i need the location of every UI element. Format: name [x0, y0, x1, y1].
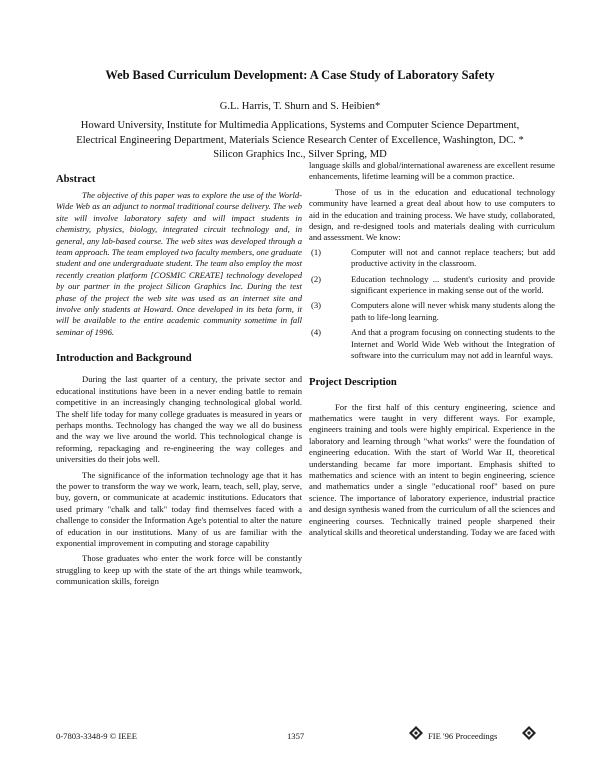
list-text: Computers alone will never whisk many students along the path to life-long learning. [351, 300, 555, 322]
affiliation [10, 119, 590, 163]
list-number: (1) [311, 246, 322, 257]
project-paragraph: For the first half of this century engineering, science and mathematics were taught in very different ways. For example, engineers training and tools were highly empirical. Experience in the laboratory and learning through "what works" were the foundation of engineering education. With the start of World War II, theoretical understanding became far more important. Emphasis shifted to mathematics and science with an intent to begin engineering, science and mathematics under a single "educational roof" based on pure science. The importance of laboratory experience, industrial practice and design synthesis waned from the curriculum of all the sciences and engineering courses. Technically trained people sharpened their analytical skills and theoretical understanding. Today we are faced with [309, 401, 555, 537]
list-text: Computer will not and cannot replace teachers; but add productive activity in the classroom. [351, 246, 555, 269]
list-item [309, 247, 555, 270]
paper-title: Web Based Curriculum Development: A Case Study of Laboratory Safety [105, 68, 495, 82]
body-paragraph: Those of us in the education and educational technology community have learned a great deal about how to use computers to aid in the education and training process. We have study, collaborated, design, and re-designed tools and materials dealing with curriculum and assessment. We know: [309, 186, 555, 243]
affiliation-line: Silicon Graphics Inc., Silver Spring, MD [213, 149, 387, 161]
list-text: And that a program focusing on connecting students to the Internet and World Wide Web without the Integration of software into the curriculum may not add in learnful ways. [351, 327, 555, 361]
intro-paragraph: The significance of the information technology age that it has the power to transform the way we work, learn, teach, sell, play, serve, buy, govern, or communicate at academic institutions. Educators that used primary "chalk and talk" today find themselves faced with a challenge to consider the Information Age's potential to alter the nature of education in our institutions. Many of us are familiar with the exponential improvement in computing and storage capability [56, 469, 302, 548]
list-item [309, 327, 555, 361]
conference-logo-icon [522, 726, 536, 742]
page-number: 1357 [287, 731, 305, 741]
list-text: Education technology ... student's curiosity and provide significant experience in making sense out of the world. [351, 273, 555, 296]
proceedings-label: FIE '96 Proceedings [428, 731, 498, 741]
paper-authors: G.L. Harris, T. Shurn and S. Heibien* [219, 101, 381, 112]
abstract-heading: Abstract [56, 174, 96, 185]
conference-logo-icon [409, 726, 423, 742]
continued-paragraph: language skills and global/international awareness are excellent resume enhancements, lifetime learning will be a common practice. [309, 160, 555, 182]
list-number: (3) [311, 300, 322, 311]
left-column [56, 173, 302, 588]
abstract-text: The objective of this paper was to explore the use of the World-Wide Web as an adjunct to normal traditional course delivery. The web site will involve laboratory safety and will impact students in chemistry, physics, biology, integrated circuit technology and, in general, any lab-based course. The web sites was developed through a team approach. The team employed two faculty members, one graduate student and one undergraduate student. The team also employ the most recently creation platform [COSMIC CREATE] technology developed by our partner in the project Silicon Graphics Inc. During the test phase of the project the web site was used as an internet site and involve only students at Howard. Once developed in its beta form, it will be available to the entire academic community sometime in fall seminar of 1996. [56, 190, 302, 337]
list-item [309, 274, 555, 297]
known-facts-list [309, 247, 555, 362]
list-item [309, 300, 555, 323]
list-number: (2) [311, 273, 322, 284]
isbn: 0-7803-3348-9 © IEEE [56, 731, 137, 741]
right-column [309, 160, 555, 538]
affiliation-line: Electrical Engineering Department, Materials Science Research Center of Excellence, Washington, DC. * [76, 134, 524, 146]
project-heading: Project Description [309, 376, 397, 388]
intro-paragraph: Those graduates who enter the work force will be constantly struggling to keep up with the state of the art things while teamwork, communication skills, foreign [56, 553, 302, 587]
intro-heading: Introduction and Background [56, 353, 192, 365]
list-number: (4) [311, 327, 322, 338]
affiliation-line: Howard University, Institute for Multimedia Applications, Systems and Computer Science Department, [80, 120, 520, 131]
intro-paragraph: During the last quarter of a century, the private sector and educational institutions have been in a never ending battle to remain competitive in an increasingly changing technological global world. The shelf life today for many college graduates is measured in years or perhaps months. Technology has changed the way we all do business and the way we live around the world. This technological change is reforming, repackaging and re-engineering the way colleges and universities do their jobs well. [56, 374, 302, 465]
